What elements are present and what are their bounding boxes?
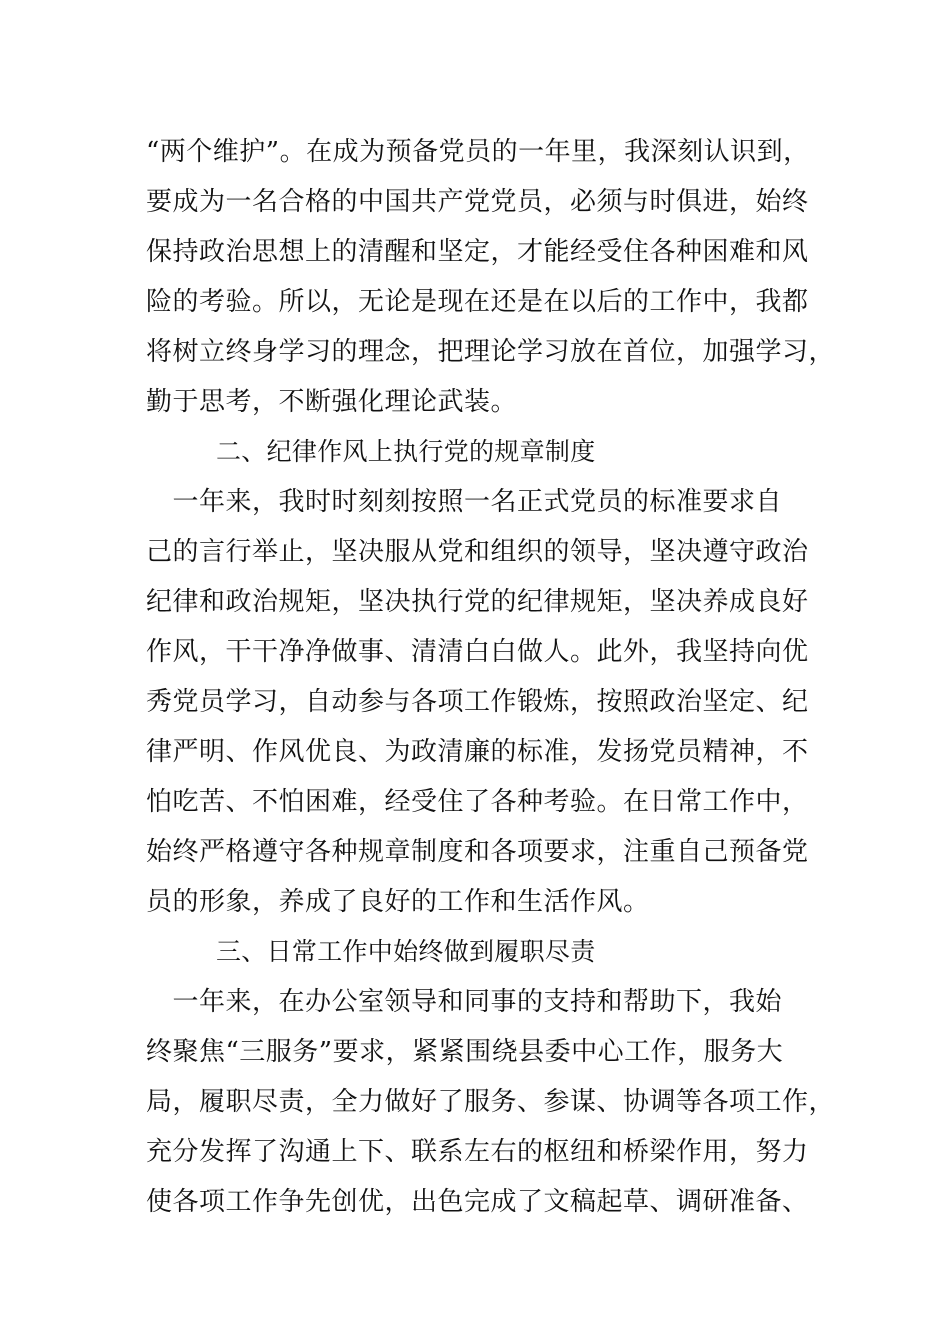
paragraph-2-line-9: 员的形象，养成了良好的工作和生活作风。 [146, 887, 650, 917]
paragraph-1-line-6: 勤于思考，不断强化理论武装。 [146, 387, 518, 417]
section-heading-3: 三、日常工作中始终做到履职尽责 [216, 937, 596, 966]
paragraph-2-line-3: 纪律和政治规矩，坚决执行党的纪律规矩，坚决养成良好 [146, 587, 809, 617]
paragraph-3-line-2: 终聚焦“三服务”要求，紧紧围绕县委中心工作，服务大 [146, 1037, 784, 1067]
paragraph-2-line-7: 怕吃苦、不怕困难，经受住了各种考验。在日常工作中， [146, 787, 809, 817]
section-heading-2: 二、纪律作风上执行党的规章制度 [216, 437, 596, 466]
paragraph-3-line-3: 局，履职尽责，全力做好了服务、参谋、协调等各项工作， [146, 1087, 836, 1117]
paragraph-2-line-8: 始终严格遵守各种规章制度和各项要求，注重自己预备党 [146, 837, 809, 867]
paragraph-1-line-3: 保持政治思想上的清醒和坚定，才能经受住各种困难和风 [146, 237, 809, 267]
paragraph-3-line-1: 一年来，在办公室领导和同事的支持和帮助下，我始 [146, 987, 783, 1017]
paragraph-1-line-4: 险的考验。所以，无论是现在还是在以后的工作中，我都 [146, 287, 809, 317]
paragraph-1-line-2: 要成为一名合格的中国共产党党员，必须与时俱进，始终 [146, 187, 809, 217]
paragraph-2-line-4: 作风，干干净净做事、清清白白做人。此外，我坚持向优 [146, 637, 809, 667]
paragraph-2-line-2: 己的言行举止，坚决服从党和组织的领导，坚决遵守政治 [146, 537, 809, 567]
paragraph-2-line-1: 一年来，我时时刻刻按照一名正式党员的标准要求自 [146, 487, 783, 517]
paragraph-3-line-5: 使各项工作争先创优，出色完成了文稿起草、调研准备、 [146, 1187, 809, 1217]
paragraph-2-line-6: 律严明、作风优良、为政清廉的标准，发扬党员精神，不 [146, 737, 809, 767]
paragraph-2-line-5: 秀党员学习，自动参与各项工作锻炼，按照政治坚定、纪 [146, 687, 809, 717]
paragraph-1-line-5: 将树立终身学习的理念，把理论学习放在首位，加强学习， [146, 337, 836, 367]
paragraph-1-line-1: “两个维护”。在成为预备党员的一年里，我深刻认识到， [146, 137, 810, 167]
paragraph-3-line-4: 充分发挥了沟通上下、联系左右的枢纽和桥梁作用，努力 [146, 1137, 809, 1167]
